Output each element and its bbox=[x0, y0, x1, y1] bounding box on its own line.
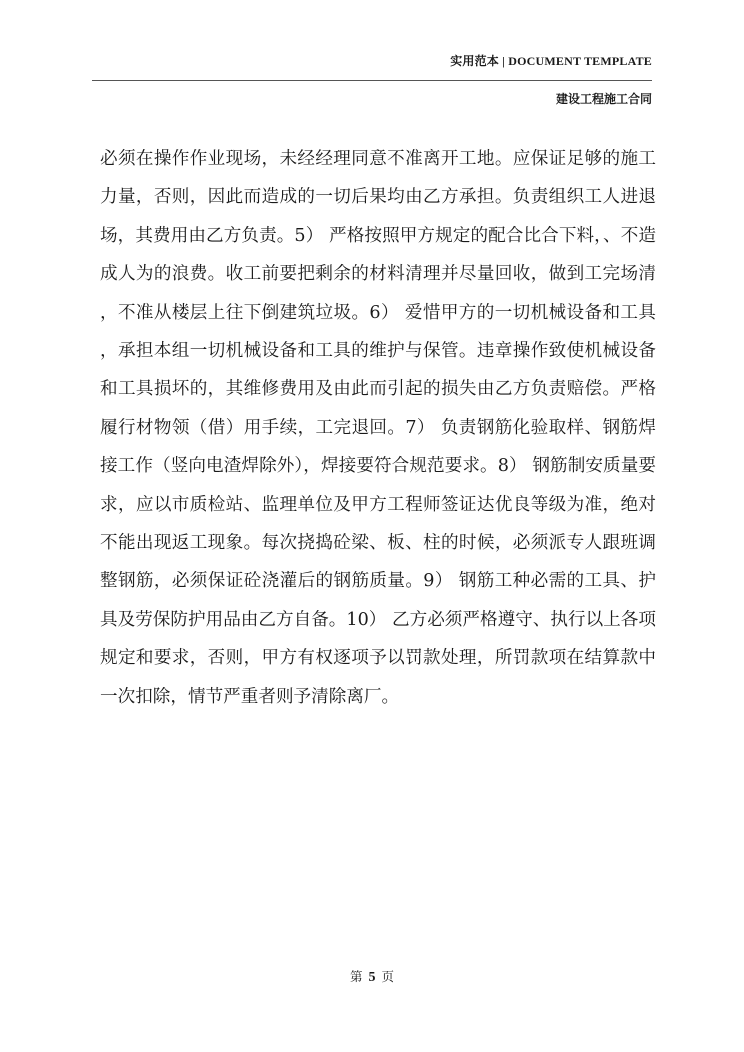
contract-body-paragraph: 必须在操作作业现场，未经经理同意不准离开工地。应保证足够的施工力量，否则，因此而造成的一切后果均由乙方承担。负责组织工人进退场，其费用由乙方负责。5） 严格按照甲方规定的配合比合下料，、不造成人为的浪费。收工前要把剩余的材料清理并尽量回收，做到工完场清，不准从楼层上往下倒建筑垃圾。6） 爱惜甲方的一切机械设备和工具，承担本组一切机械设备和工具的维护与保管。违章操作致使机械设备和工具损坏的，其维修费用及由此而引起的损失由乙方负责赔偿。严格履行材物领（借）用手续，工完退回。7） 负责钢筋化验取样、钢筋焊接工作（竖向电渣焊除外），焊接要符合规范要求。8） 钢筋制安质量要求，应以市质检站、监理单位及甲方工程师签证达优良等级为准，绝对不能出现返工现象。每次挠捣砼梁、板、柱的时候，必须派专人跟班调整钢筋，必须保证砼浇灌后的钢筋质量。9） 钢筋工种必需的工具、护具及劳保防护用品由乙方自备。10） 乙方必须严格遵守、执行以上各项规定和要求，否则，甲方有权逐项予以罚款处理，所罚款项在结算款中一次扣除，情节严重者则予清除离厂。 bbox=[100, 149, 656, 707]
document-subtitle: 建设工程施工合同 bbox=[555, 92, 652, 106]
page-suffix: 页 bbox=[381, 969, 395, 984]
page-prefix: 第 bbox=[349, 969, 363, 984]
header-title: 实用范本 | DOCUMENT TEMPLATE bbox=[450, 54, 652, 68]
page-number: 5 bbox=[368, 970, 376, 985]
page-footer bbox=[0, 967, 744, 986]
header-divider bbox=[92, 80, 652, 81]
